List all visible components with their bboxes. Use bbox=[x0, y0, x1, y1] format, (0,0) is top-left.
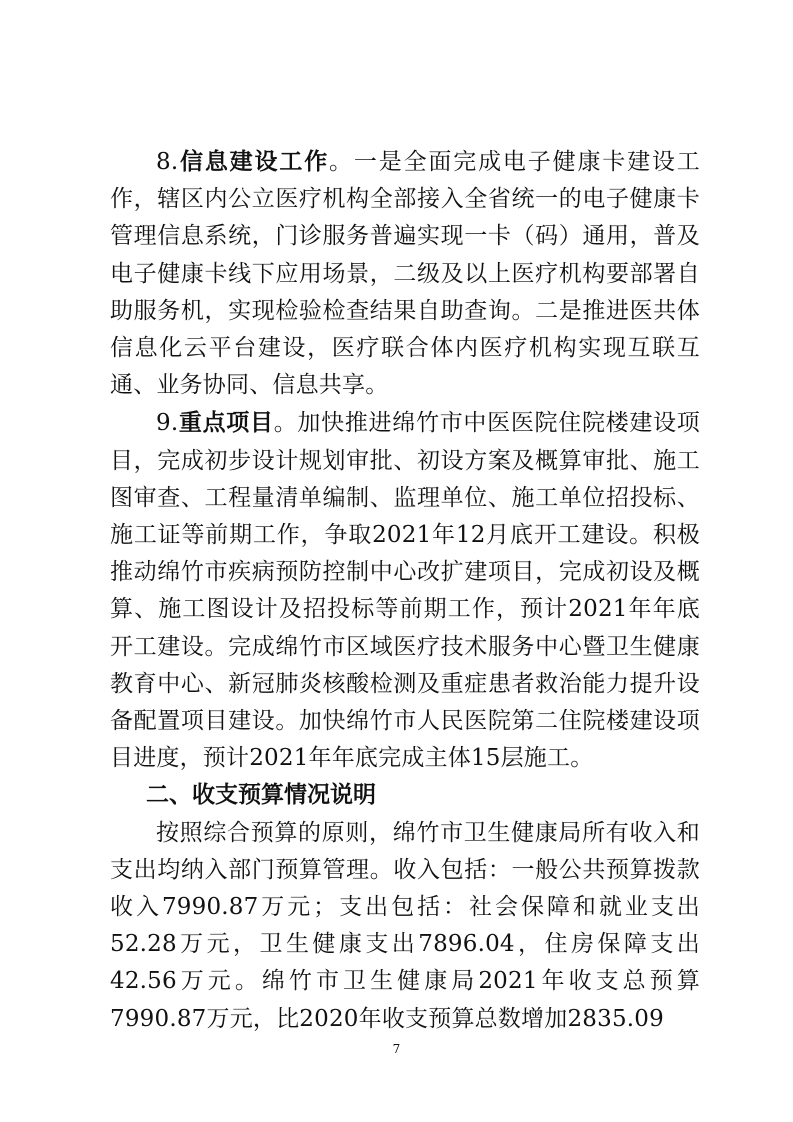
section-8-text: 。一是全面完成电子健康卡建设工作，辖区内公立医疗机构全部接入全省统一的电子健康卡管理信息系统，门诊服务普遍实现一卡（码）通用，普及电子健康卡线下应用场景，二级及以上医疗机构要部署自助服务机，实现检验检查结果自助查询。二是推进医共体信息化云平台建设，医疗联合体内医疗机构实现互联互通、业务协同、信息共享。 bbox=[110, 149, 701, 399]
budget-paragraph: 按照综合预算的原则，绵竹市卫生健康局所有收入和支出均纳入部门预算管理。收入包括：一般公共预算拨款收入7990.87万元；支出包括：社会保障和就业支出52.28万元，卫生健康支出7896.04，住房保障支出42.56万元。绵竹市卫生健康局2021年收支总预算7990.87万元，比2020年收支预算总数增加2835.09 bbox=[110, 819, 700, 1032]
page-number: 7 bbox=[392, 1042, 401, 1056]
section-heading-budget: 二、收支预算情况说明 bbox=[146, 782, 376, 809]
section-8-label: 8. bbox=[156, 149, 179, 175]
document-body bbox=[110, 143, 700, 1038]
section-9-label: 9. bbox=[156, 410, 179, 437]
section-9-text: 。加快推进绵竹市中医医院住院楼建设项目，完成初步设计规划审批、初设方案及概算审批、施工图审查、工程量清单编制、监理单位、施工单位招投标、施工证等前期工作，争取2021年12月底开工建设。积极推动绵竹市疾病预防控制中心改扩建项目，完成初设及概算、施工图设计及招投标等前期工作，预计2021年年底开工建设。完成绵竹市区域医疗技术服务中心暨卫生健康教育中心、新冠肺炎核酸检测及重症患者救治能力提升设备配置项目建设。加快绵竹市人民医院第二住院楼建设项目进度，预计2021年年底完成主体15层施工。 bbox=[110, 410, 700, 772]
section-9-title: 重点项目 bbox=[178, 409, 274, 437]
section-9-paragraph bbox=[110, 404, 700, 777]
section-8-paragraph bbox=[110, 143, 700, 404]
section-8-title: 信息建设工作 bbox=[178, 148, 330, 175]
